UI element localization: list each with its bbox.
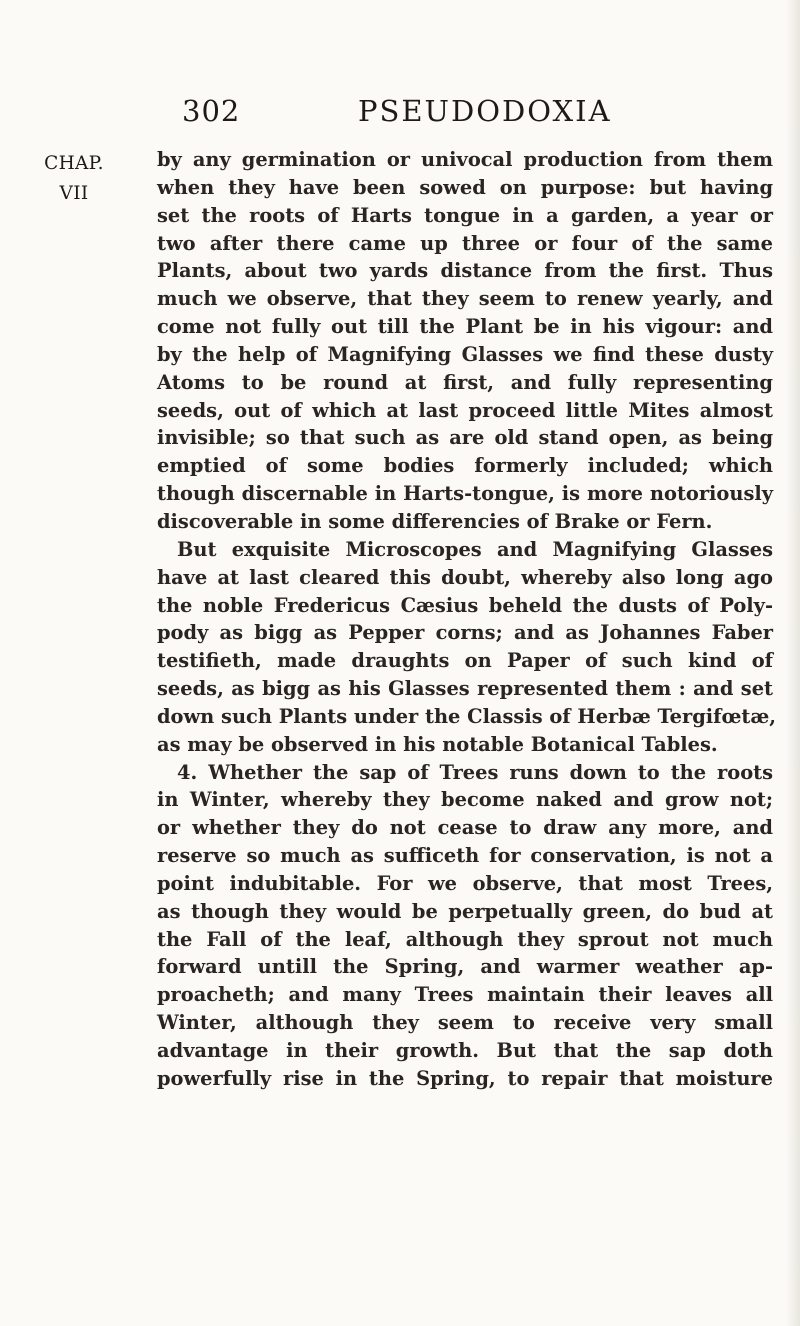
text-line: the noble Fredericus Cæsius beheld the dusts of Poly- xyxy=(157,593,773,617)
book-title: PSEUDODOXIA xyxy=(358,94,612,128)
page-number: 302 xyxy=(182,94,241,128)
text-line: seeds, as bigg as his Glasses represented them : and set xyxy=(157,677,773,701)
text-line: by the help of Magnifying Glasses we find these dusty xyxy=(157,342,773,366)
text-line: point indubitable. For we observe, that most Trees, xyxy=(157,871,773,895)
text-line: much we observe, that they seem to renew yearly, and xyxy=(157,287,773,311)
text-line: as may be observed in his notable Botanical Tables. xyxy=(157,732,718,756)
page-edge-shadow xyxy=(786,0,800,1326)
text-line: testifieth, made draughts on Paper of such kind of xyxy=(157,649,773,673)
text-line: in Winter, whereby they become naked and grow not; xyxy=(157,788,773,812)
text-line: or whether they do not cease to draw any more, and xyxy=(157,816,773,840)
chapter-marker xyxy=(15,149,133,209)
text-line: Winter, although they seem to receive very small xyxy=(157,1011,773,1035)
running-head xyxy=(0,94,800,134)
text-line: Atoms to be round at first, and fully representing xyxy=(157,370,773,394)
text-line: discoverable in some differencies of Brake or Fern. xyxy=(157,509,713,533)
text-line: advantage in their growth. But that the sap doth xyxy=(157,1039,773,1062)
text-line: 4. Whether the sap of Trees runs down to the roots xyxy=(177,760,773,784)
text-line: come not fully out till the Plant be in his vigour: and xyxy=(157,315,773,339)
text-line: invisible; so that such as are old stand open, as being xyxy=(157,426,773,450)
text-line: when they have been sowed on purpose: but having xyxy=(157,175,773,199)
text-line: seeds, out of which at last proceed little Mites almost xyxy=(157,398,773,422)
text-line: But exquisite Microscopes and Magnifying Glasses xyxy=(177,537,773,561)
text-line: emptied of some bodies formerly included; which xyxy=(157,454,773,478)
text-line: the Fall of the leaf, although they sprout not much xyxy=(157,927,773,951)
chapter-number: VII xyxy=(59,183,89,204)
text-line: set the roots of Harts tongue in a garden, a year or xyxy=(157,203,773,227)
text-line: by any germination or univocal production from them xyxy=(157,148,773,171)
text-line: proacheth; and many Trees maintain their leaves all xyxy=(157,983,773,1007)
text-line: reserve so much as sufficeth for conservation, is not a xyxy=(157,844,773,868)
text-line: as though they would be perpetually green, do bud at xyxy=(157,899,773,923)
text-line: powerfully rise in the Spring, to repair that moisture xyxy=(157,1066,773,1090)
chapter-label: CHAP. xyxy=(44,153,104,174)
text-line: forward untill the Spring, and warmer weather ap- xyxy=(157,955,773,979)
text-line: down such Plants under the Classis of Herbæ Tergifœtæ, xyxy=(157,704,777,728)
text-line: Plants, about two yards distance from the first. Thus xyxy=(157,259,773,283)
text-line: have at last cleared this doubt, whereby also long ago xyxy=(157,565,773,589)
body-text xyxy=(157,146,777,1093)
text-line: though discernable in Harts-tongue, is more notoriously xyxy=(157,482,773,506)
text-line: two after there came up three or four of the same xyxy=(157,231,773,255)
text-line: pody as bigg as Pepper corns; and as Johannes Faber xyxy=(157,621,773,645)
